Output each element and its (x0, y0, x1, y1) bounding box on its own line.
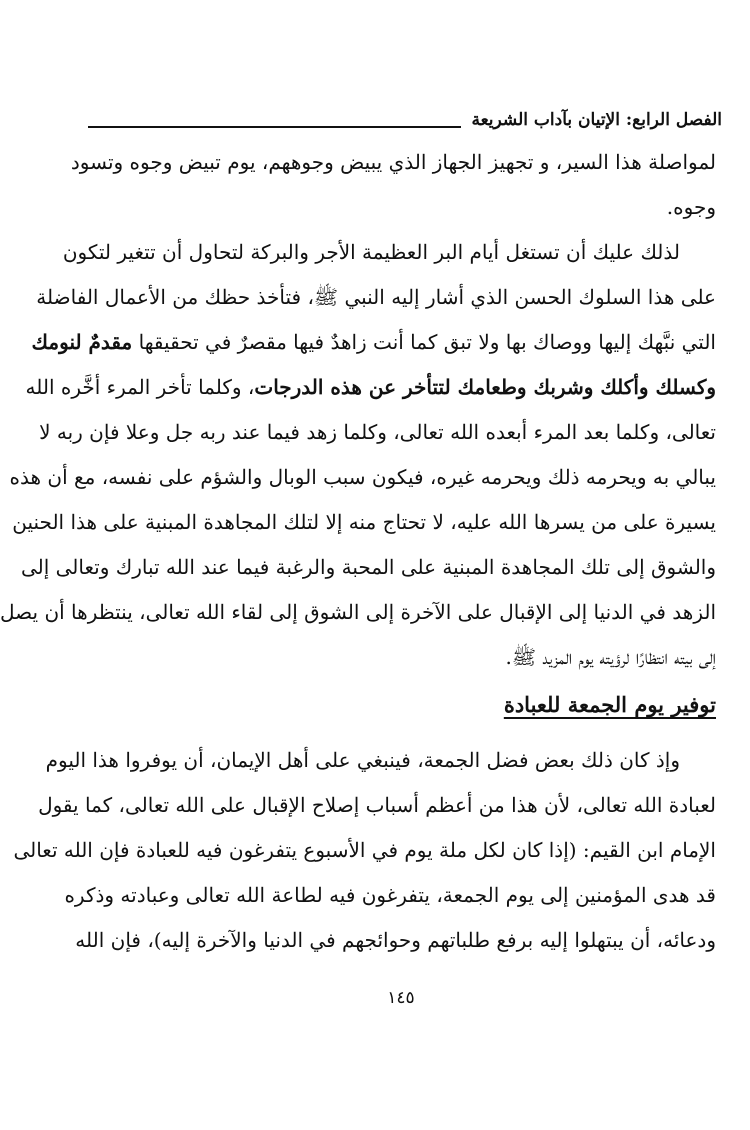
text-line: لذلك عليك أن تستغل أيام البر العظيمة الأجر والبركة لتحاول أن تتغير لتكون (62, 240, 680, 264)
text-line: يبالي به ويحرمه ذلك ويحرمه غيره، فيكون سبب الوبال والشؤم على نفسه، مع أن هذه (9, 465, 716, 489)
text-line: لعبادة الله تعالى، لأن هذا من أعظم أسباب إصلاح الإقبال على الله تعالى، كما يقول (38, 793, 716, 817)
text-line (25, 365, 716, 410)
section-text (13, 738, 716, 963)
text-line: إلى بيته انتظارًا لرؤيته يوم المزيد ﷺ. (505, 645, 716, 669)
text-span: ، وكلما تأخر المرء أخَّره الله (25, 375, 255, 399)
text-line: الزهد في الدنيا إلى الإقبال على الآخرة إلى الشوق إلى لقاء الله تعالى، ينتظرها أن يصل (0, 600, 716, 624)
text-line: وإذ كان ذلك بعض فضل الجمعة، فينبغي على أهل الإيمان، أن يوفروا هذا اليوم (45, 748, 680, 772)
text-line: وجوه. (666, 195, 716, 219)
text-line: يسيرة على من يسرها الله عليه، لا تحتاج منه إلا لتلك المجاهدة المبنية على هذا الحنين (12, 510, 716, 534)
text-line: تعالى، وكلما بعد المرء أبعده الله تعالى، وكلما زهد فيما عند ربه جل وعلا فإن ربه لا (39, 420, 716, 444)
header-rule (88, 126, 461, 128)
text-line: والشوق إلى تلك المجاهدة المبنية على المحبة والرغبة فيما عند الله تبارك وتعالى إلى (20, 555, 716, 579)
chapter-title: الفصل الرابع: الإتيان بآداب الشريعة (471, 110, 722, 130)
text-line: الإمام ابن القيم: (إذا كان لكل ملة يوم في الأسبوع يتفرغون فيه للعبادة فإن الله تعالى (13, 838, 716, 862)
text-line: قد هدى المؤمنين إلى يوم الجمعة، يتفرغون فيه لطاعة الله تعالى وعبادته وذكره (64, 883, 716, 907)
text-line: على هذا السلوك الحسن الذي أشار إليه النبي ﷺ، فتأخذ حظك من الأعمال الفاضلة (36, 285, 716, 309)
text-line: ودعائه، أن يبتهلوا إليه برفع طلباتهم وحوائجهم في الدنيا والآخرة إليه)، فإن الله (75, 928, 716, 952)
running-header (88, 106, 722, 130)
page-number: ١٤٥ (387, 988, 415, 1008)
emphasized-text: مقدمٌ لنومك (31, 330, 133, 354)
section-heading: توفير يوم الجمعة للعبادة (503, 692, 716, 717)
text-line (31, 320, 716, 365)
main-text (0, 140, 716, 680)
text-span: التي نبَّهك إليها ووصاك بها ولا تبق كما أنت زاهدٌ فيها مقصرٌ في تحقيقها (132, 330, 716, 354)
text-line: لمواصلة هذا السير، و تجهيز الجهاز الذي يبيض وجوههم، يوم تبيض وجوه وتسود (70, 150, 716, 174)
emphasized-text: وكسلك وأكلك وشربك وطعامك لتتأخر عن هذه الدرجات (254, 375, 716, 399)
